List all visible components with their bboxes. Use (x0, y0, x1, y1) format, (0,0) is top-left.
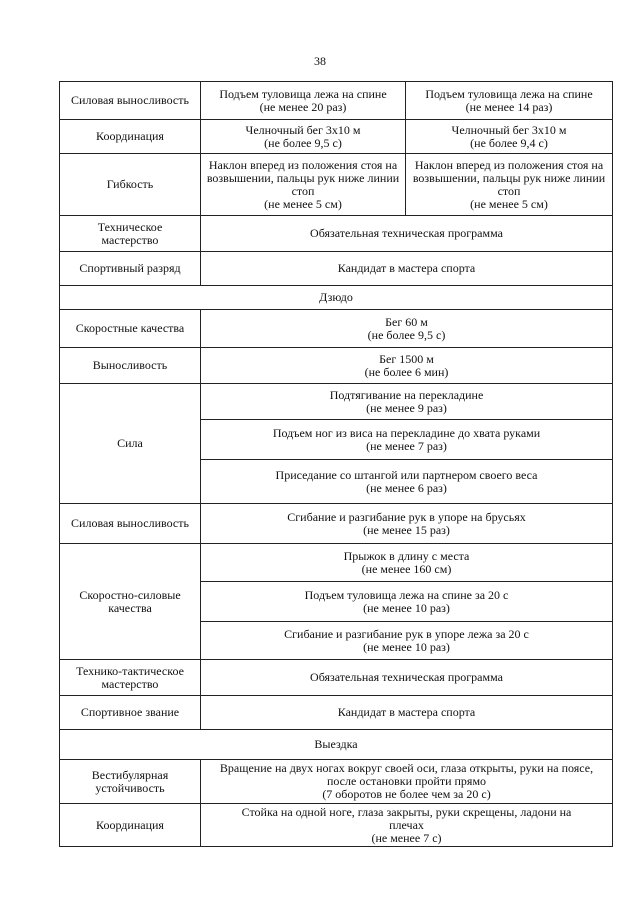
standard-value: Наклон вперед из положения стоя на возвышении, пальцы рук ниже линии стоп (не менее 5 см) (412, 157, 606, 211)
table-row (60, 348, 612, 384)
standard-value: Обязательная техническая программа (310, 226, 503, 240)
table-row (60, 504, 612, 544)
row-label: Спортивный разряд (60, 252, 201, 285)
standard-value: Наклон вперед из положения стоя на возвышении, пальцы рук ниже линии стоп (не менее 5 см) (201, 154, 406, 215)
standard-value: Обязательная техническая программа (310, 670, 503, 684)
standard-value: Сгибание и разгибание рук в упоре лежа за 20 с (не менее 10 раз) (284, 626, 529, 654)
standard-value: Прыжок в длину с места (не менее 160 см) (201, 544, 612, 582)
row-label: Координация (60, 804, 201, 846)
standard-value: Сгибание и разгибание рук в упоре на брусьях (не менее 15 раз) (287, 509, 526, 537)
table-row (60, 544, 612, 660)
standard-value: Челночный бег 3х10 м (не более 9,4 с) (451, 122, 567, 150)
standard-value: Подъем туловища лежа на спине за 20 с (не менее 10 раз) (201, 582, 612, 622)
table-row (60, 82, 612, 120)
standard-value: Бег 1500 м (не более 6 мин) (364, 351, 449, 379)
table-row (60, 660, 612, 696)
section-header (60, 286, 612, 310)
standard-value: Бег 60 м (не более 9,5 с) (367, 314, 446, 342)
standard-value: Приседание со штангой или партнером своего веса (не менее 6 раз) (275, 467, 538, 495)
standard-value: Челночный бег 3х10 м (не более 9,5 с) (201, 120, 406, 153)
row-label: Техническое мастерство (60, 216, 201, 251)
row-label: Вестибулярная устойчивость (60, 760, 201, 803)
standard-value: Вращение на двух ногах вокруг своей оси, глаза открыты, руки на поясе, после остановки пройти прямо (7 оборотов не более чем за 20 с) (219, 761, 594, 801)
row-label: Спортивное звание (60, 696, 201, 729)
table-row (60, 310, 612, 348)
row-label: Скоростные качества (60, 310, 201, 347)
standard-value: Кандидат в мастера спорта (337, 261, 476, 275)
row-label: Технико-тактическое мастерство (60, 660, 201, 695)
table-row (60, 760, 612, 804)
table-row (60, 696, 612, 730)
table-row (60, 120, 612, 154)
standards-table (59, 81, 613, 847)
row-label: Гибкость (60, 154, 201, 215)
row-label: Выносливость (60, 348, 201, 383)
row-label: Координация (60, 120, 201, 153)
page-number: 38 (314, 54, 326, 68)
row-label: Силовая выносливость (60, 82, 201, 119)
table-row (60, 154, 612, 216)
standard-value: Подтягивание на перекладине (не менее 9 раз) (201, 384, 612, 420)
row-label: Скоростно-силовые качества (60, 544, 201, 659)
standard-value: Подъем туловища лежа на спине (не менее 20 раз) (201, 82, 406, 119)
standard-value: Стойка на одной ноге, глаза закрыты, руки скрещены, ладони на плечах (не менее 7 с) (241, 804, 572, 845)
table-row (60, 384, 612, 504)
table-row (60, 804, 612, 846)
row-label: Силовая выносливость (60, 504, 201, 543)
standard-value: Подъем туловища лежа на спине (не менее 14 раз) (425, 86, 593, 114)
standard-value: Кандидат в мастера спорта (337, 705, 476, 719)
table-row (60, 252, 612, 286)
section-header (60, 730, 612, 760)
standard-value: Подъем ног из виса на перекладине до хвата руками (не менее 7 раз) (201, 420, 612, 460)
table-row (60, 216, 612, 252)
section-title: Дзюдо (319, 290, 353, 304)
section-title: Выездка (314, 737, 358, 751)
row-label: Сила (60, 384, 201, 503)
